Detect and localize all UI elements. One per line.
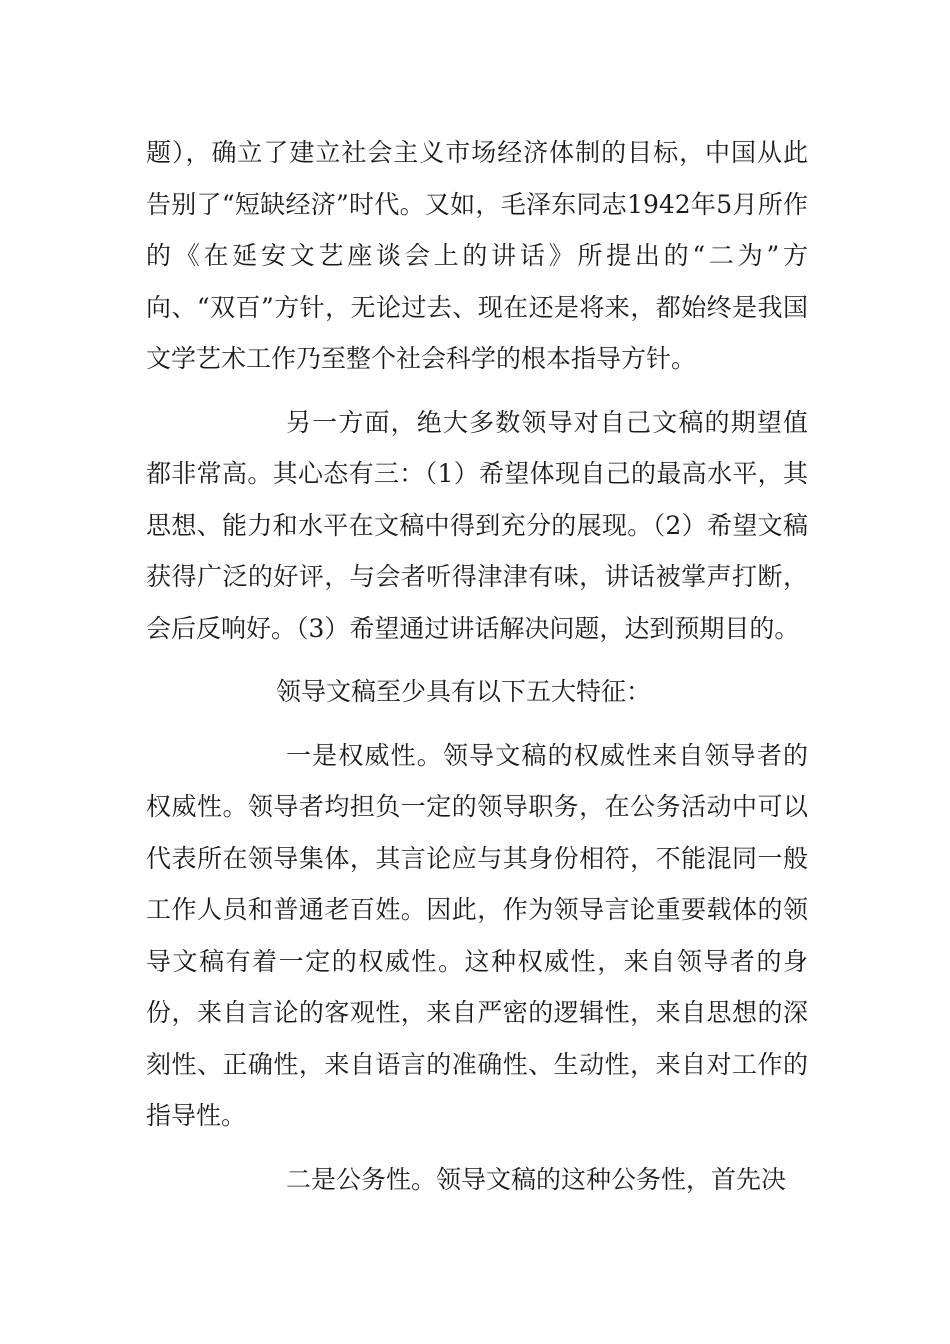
paragraph-authority: 一是权威性。领导文稿的权威性来自领导者的权威性。领导者均担负一定的领导职务，在公务活动中可以代表所在领导集体，其言论应与其身份相符，不能混同一般工作人员和普通老百姓。因此，作为领导言论重要载体的领导文稿有着一定的权威性。这种权威性，来自领导者的身份，来自言论的客观性，来自严密的逻辑性，来自思想的深刻性、正确性，来自语言的准确性、生动性，来自对工作的指导性。	[146, 740, 808, 1130]
paragraph-continuation: 题），确立了建立社会主义市场经济体制的目标，中国从此告别了“短缺经济”时代。又如，毛泽东同志1942年5月所作的《在延安文艺座谈会上的讲话》所提出的“二为”方向、“双百”方针，无论过去、现在还是将来，都始终是我国文学艺术工作乃至整个社会科学的根本指导方针。	[146, 138, 808, 373]
paragraph-official-nature: 二是公务性。领导文稿的这种公务性，首先决	[286, 1164, 787, 1194]
document-body	[146, 127, 808, 1217]
paragraph-five-features-heading: 领导文稿至少具有以下五大特征：	[276, 677, 652, 706]
paragraph-leader-expectations: 另一方面，绝大多数领导对自己文稿的期望值都非常高。其心态有三：（1）希望体现自己的最高水平，其思想、能力和水平在文稿中得到充分的展现。（2）希望文稿获得广泛的好评，与会者听得津津有味，讲话被掌声打断，会后反响好。（3）希望通过讲话解决问题，达到预期目的。	[146, 407, 808, 643]
